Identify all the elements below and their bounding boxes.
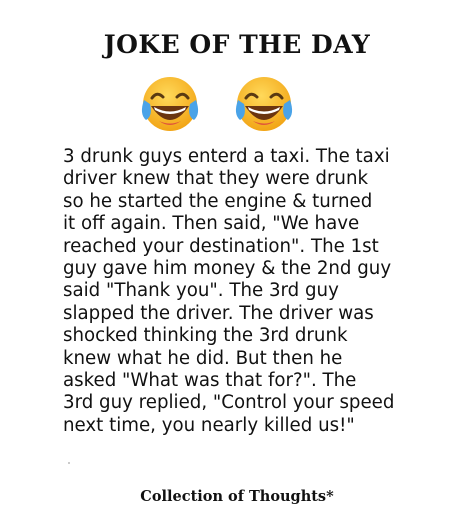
footer-credit: Collection of Thoughts* bbox=[140, 488, 334, 505]
joke-line: 3 drunk guys enterd a taxi. The taxi bbox=[63, 146, 390, 167]
joke-line: asked "What was that for?". The bbox=[63, 370, 357, 392]
tears-of-joy-emoji-icon bbox=[138, 74, 202, 138]
joke-line: next time, you nearly killed us!" bbox=[63, 414, 355, 436]
joke-text bbox=[63, 146, 463, 437]
joke-line: reached your destination". The 1st bbox=[63, 235, 379, 257]
joke-line: knew what he did. But then he bbox=[63, 347, 343, 369]
stray-dot bbox=[68, 462, 70, 464]
joke-line: driver knew that they were drunk bbox=[63, 168, 369, 190]
joke-line: guy gave him money & the 2nd guy bbox=[63, 258, 392, 280]
tears-of-joy-emoji-icon bbox=[232, 74, 296, 138]
joke-line: shocked thinking the 3rd drunk bbox=[63, 325, 348, 347]
joke-line: slapped the driver. The driver was bbox=[63, 302, 374, 324]
joke-line: said "Thank you". The 3rd guy bbox=[63, 280, 339, 302]
joke-line: it off again. Then said, "We have bbox=[63, 213, 360, 235]
joke-line: so he started the engine & turned bbox=[63, 190, 373, 212]
joke-line: 3rd guy replied, "Control your speed bbox=[63, 392, 395, 414]
page-title: JOKE OF THE DAY bbox=[103, 30, 371, 59]
